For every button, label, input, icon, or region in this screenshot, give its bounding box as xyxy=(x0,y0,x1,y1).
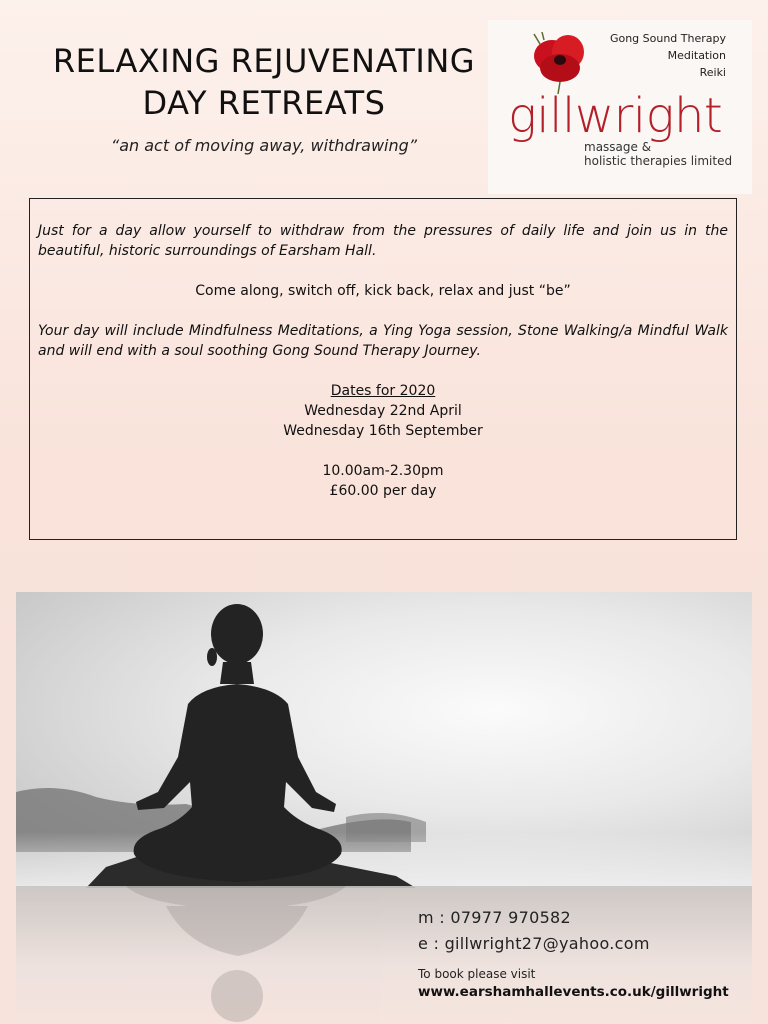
poppy-flower-icon xyxy=(530,30,590,94)
gillwright-logo xyxy=(488,20,752,194)
date-1: Wednesday 22nd April xyxy=(304,403,462,419)
service-reiki: Reiki xyxy=(699,66,726,79)
meditation-photo xyxy=(16,592,752,888)
page-title xyxy=(20,40,508,124)
brand-sub-1: massage & xyxy=(584,140,652,154)
program-text: Your day will include Mindfulness Meditations, a Ying Yoga session, Stone Walking/a Mindful Walk and will end with a soul soothing Gong Sound Therapy Journey. xyxy=(38,323,728,359)
brand-subline xyxy=(584,140,732,168)
contact-details xyxy=(418,905,650,957)
email-address: e : gillwright27@yahoo.com xyxy=(418,934,650,953)
retreat-info-box xyxy=(29,198,737,540)
date-2: Wednesday 16th September xyxy=(283,423,483,439)
booking-url: www.earshamhallevents.co.uk/gillwright xyxy=(418,984,729,1000)
tagline: “an act of moving away, withdrawing” xyxy=(110,136,418,155)
brand-name: gillwright xyxy=(508,88,723,144)
booking-label: To book please visit xyxy=(418,967,536,981)
title-line-1: RELAXING REJUVENATING xyxy=(52,42,476,80)
time-text: 10.00am-2.30pm xyxy=(322,463,444,479)
title-line-2: DAY RETREATS xyxy=(142,84,386,122)
meditation-silhouette-image xyxy=(16,592,752,888)
mobile-number: m : 07977 970582 xyxy=(418,908,572,927)
invite-text: Come along, switch off, kick back, relax and just “be” xyxy=(195,283,571,299)
brand-sub-2: holistic therapies limited xyxy=(584,154,733,168)
dates-heading: Dates for 2020 xyxy=(330,383,436,399)
price-text: £60.00 per day xyxy=(329,483,437,499)
services-list xyxy=(610,30,726,81)
service-meditation: Meditation xyxy=(667,49,726,62)
service-gong: Gong Sound Therapy xyxy=(609,32,726,45)
intro-text: Just for a day allow yourself to withdraw from the pressures of daily life and join us in the beautiful, historic surroundings of Earsham Hall. xyxy=(38,223,728,259)
